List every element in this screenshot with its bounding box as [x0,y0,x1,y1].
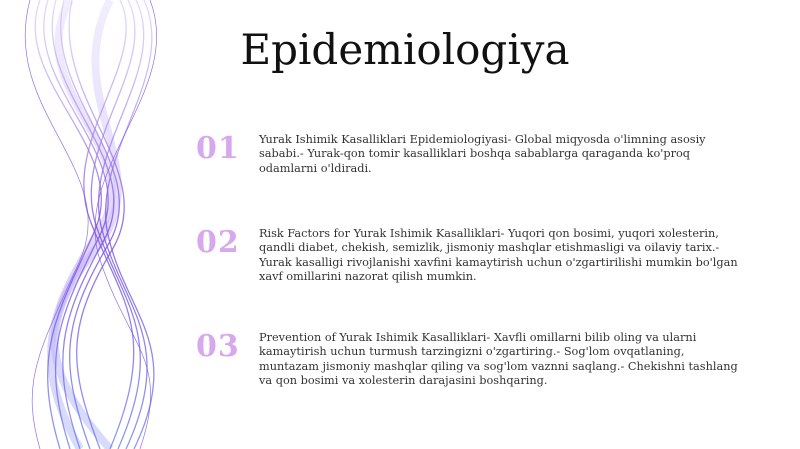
item-number: 01 [196,131,240,166]
item-number: 03 [196,329,240,364]
page-title: Epidemiologiya [240,25,570,74]
item-text: Risk Factors for Yurak Ishimik Kasalliklari- Yuqori qon bosimi, yuqori xolesterin, qandli diabet, chekish, semizlik, jismoniy mashqlar etishmasligi va oilaviy tarix.- Yurak kasalligi rivojlanishi xavfini kamaytirish uchun o'zgartirilishi mumkin bo'lgan xavf omillarini nazorat qilish mumkin. [259,227,738,284]
decorative-ribbon-graphic [0,0,200,449]
item-text: Prevention of Yurak Ishimik Kasalliklari- Xavfli omillarni bilib oling va ularni kamaytirish uchun turmush tarzingizni o'zgartiring.- Sog'lom ovqatlaning, muntazam jismoniy mashqlar qiling va sog'lom vaznni saqlang.- Chekishni tashlang va qon bosimi va xolesterin darajasini boshqaring. [259,331,738,388]
item-text: Yurak Ishimik Kasalliklari Epidemiologiyasi- Global miqyosda o'limning asosiy sababi.- Yurak-qon tomir kasalliklari boshqa sabablarga qaraganda ko'proq odamlarni o'ldiradi. [259,133,706,175]
item-number: 02 [196,225,240,260]
